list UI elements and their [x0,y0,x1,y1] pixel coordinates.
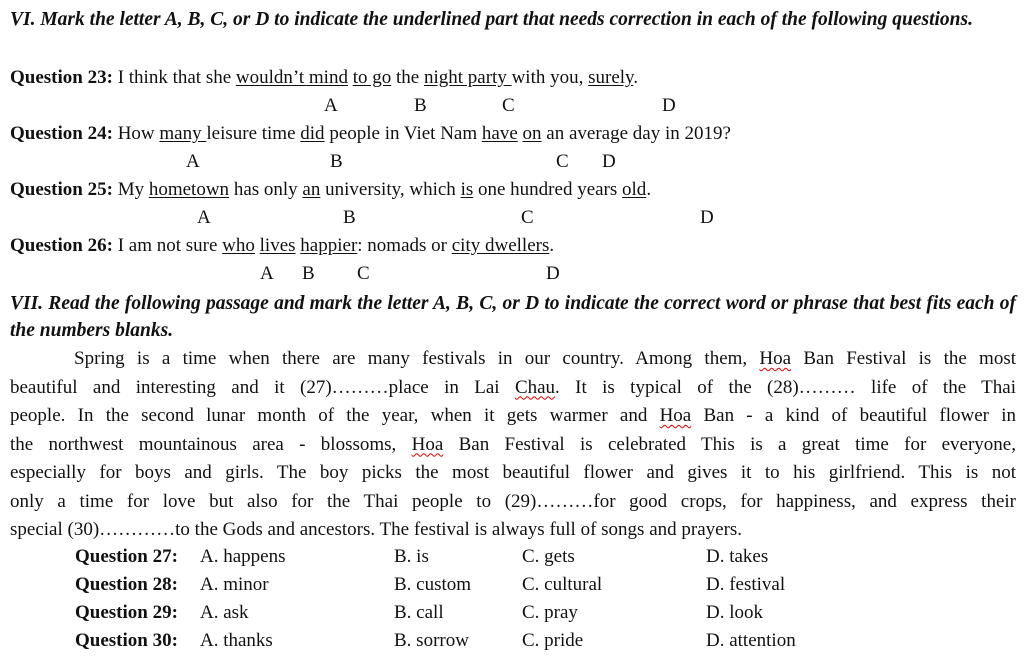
q26-text-5: . [549,235,555,256]
q26-letter-d: D [546,263,560,284]
q25-letter-d: D [700,207,714,228]
q29-option-d[interactable]: D. look [706,602,763,623]
question-27-label: Question 27: [75,546,178,567]
passage-line-2 [10,374,1016,403]
q23-text-5: . [633,67,639,88]
q26-option-d-text: city dwellers [451,235,550,256]
q25-option-b-text: an [302,179,321,200]
q26-text-1: I am not sure [112,235,223,256]
question-25-letters [0,207,1024,229]
q24-option-d-text: on [522,123,542,144]
passage-line-5: especially for boys and girls. The boy picks the most beautiful flower and gives it to his girlfriend. This is not [10,462,1016,483]
q26-option-c-text: happier [300,235,358,256]
q24-option-c-text: have [481,123,518,144]
q24-text-1: How [112,123,160,144]
passage-line-2-a: beautiful and interesting and it (27)………place in Lai [10,376,515,398]
q26-option-b-text: lives [259,235,296,256]
q24-text-2: leisure time [206,123,301,144]
q28-option-d[interactable]: D. festival [706,574,786,595]
q27-option-b[interactable]: B. is [394,546,429,567]
q25-letter-a: A [197,207,211,228]
q23-option-b-text: to go [352,67,392,88]
q30-option-c[interactable]: C. pride [522,630,584,651]
q23-letter-b: B [414,95,427,116]
question-26-label: Question 26: [10,235,113,256]
question-28-label: Question 28: [75,574,178,595]
q29-option-b[interactable]: B. call [394,602,444,623]
q25-letter-c: C [521,207,534,228]
q23-text-3: the [391,67,424,88]
q26-option-a-text: who [222,235,255,256]
q25-letter-b: B [343,207,356,228]
question-24 [10,123,731,146]
question-30-options [0,630,1024,656]
q29-option-a[interactable]: A. ask [200,602,249,623]
q25-text-2: has only [229,179,303,200]
question-24-letters [0,151,1024,173]
q23-option-a-text: wouldn’t mind [235,67,348,88]
q25-text-4: one hundred years [473,179,623,200]
question-23-label: Question 23: [10,67,113,88]
q27-option-a[interactable]: A. happens [200,546,286,567]
q26-text-4: : nomads or [357,235,452,256]
q25-text-5: . [646,179,652,200]
q23-text-4: with you, [511,67,589,88]
q25-option-c-text: is [460,179,474,200]
passage-hoa-1: Hoa [759,348,792,369]
q29-option-c[interactable]: C. pray [522,602,578,623]
q23-text-1: I think that she [112,67,236,88]
q25-option-a-text: hometown [148,179,230,200]
q30-option-d[interactable]: D. attention [706,630,796,651]
question-26 [10,235,554,258]
q23-letter-a: A [324,95,338,116]
q27-option-c[interactable]: C. gets [522,546,575,567]
question-26-letters [0,263,1024,285]
passage-line-3-b: Ban - a kind of beautiful flower in [691,405,1016,426]
q26-letter-a: A [260,263,274,284]
passage-chau: Chau [514,376,556,398]
passage-line-7: special (30)…………to the Gods and ancestors. The festival is always full of songs and prayers. [10,519,743,540]
passage-line-2-b: . It is typical of the (28)……… life of the Thai [555,376,1016,398]
section-7-heading: VII. Read the following passage and mark the letter A, B, C, or D to indicate the correct word or phrase that best fits each of the numbers blanks. [10,293,1016,341]
question-23 [10,67,638,90]
q24-text-3: people in Viet Nam [324,123,482,144]
q24-option-a-text: many [159,123,207,144]
q24-text-5: an average day in 2019? [541,123,731,144]
passage-line-1 [10,345,1016,374]
passage-line-1-a: Spring is a time when there are many festivals in our country. Among them, [74,348,760,369]
q30-option-b[interactable]: B. sorrow [394,630,469,651]
passage-line-1-b: Ban Festival is the most [791,348,1016,369]
passage-hoa-2: Hoa [659,405,692,426]
passage-line-3 [10,402,1016,431]
question-29-label: Question 29: [75,602,178,623]
question-30-label: Question 30: [75,630,178,651]
passage-line-4-a: the northwest mountainous area - blossoms, [10,433,412,455]
passage-line-4 [10,431,1016,460]
q24-letter-d: D [602,151,616,172]
passage-line-4-b: Ban Festival is celebrated This is a great time for everyone, [443,433,1016,455]
q26-letter-b: B [302,263,315,284]
q25-option-d-text: old [622,179,647,200]
question-23-letters [0,95,1024,117]
question-25 [10,179,651,202]
q24-option-b-text: did [300,123,325,144]
section-6-heading: VI. Mark the letter A, B, C, or D to indicate the underlined part that needs correction in each of the following questions. [10,9,973,30]
reading-passage [10,345,1016,545]
question-28-options [0,574,1024,600]
q24-letter-c: C [556,151,569,172]
passage-hoa-3: Hoa [411,433,444,455]
q23-letter-c: C [502,95,515,116]
q25-text-1: My [112,179,149,200]
q23-option-c-text: night party [423,67,512,88]
q26-letter-c: C [357,263,370,284]
q25-text-3: university, which [320,179,461,200]
q23-option-d-text: surely [588,67,634,88]
q28-option-c[interactable]: C. cultural [522,574,603,595]
q30-option-a[interactable]: A. thanks [200,630,273,651]
q23-letter-d: D [662,95,676,116]
q28-option-b[interactable]: B. custom [394,574,472,595]
passage-line-3-a: people. In the second lunar month of the year, when it gets warmer and [10,405,660,426]
q24-letter-a: A [186,151,200,172]
q27-option-d[interactable]: D. takes [706,546,769,567]
question-29-options [0,602,1024,628]
q24-letter-b: B [330,151,343,172]
question-27-options [0,546,1024,572]
question-24-label: Question 24: [10,123,113,144]
question-25-label: Question 25: [10,179,113,200]
passage-line-6: only a time for love but also for the Thai people to (29)………for good crops, for happiness, and express their [10,490,1016,512]
q28-option-a[interactable]: A. minor [200,574,269,595]
